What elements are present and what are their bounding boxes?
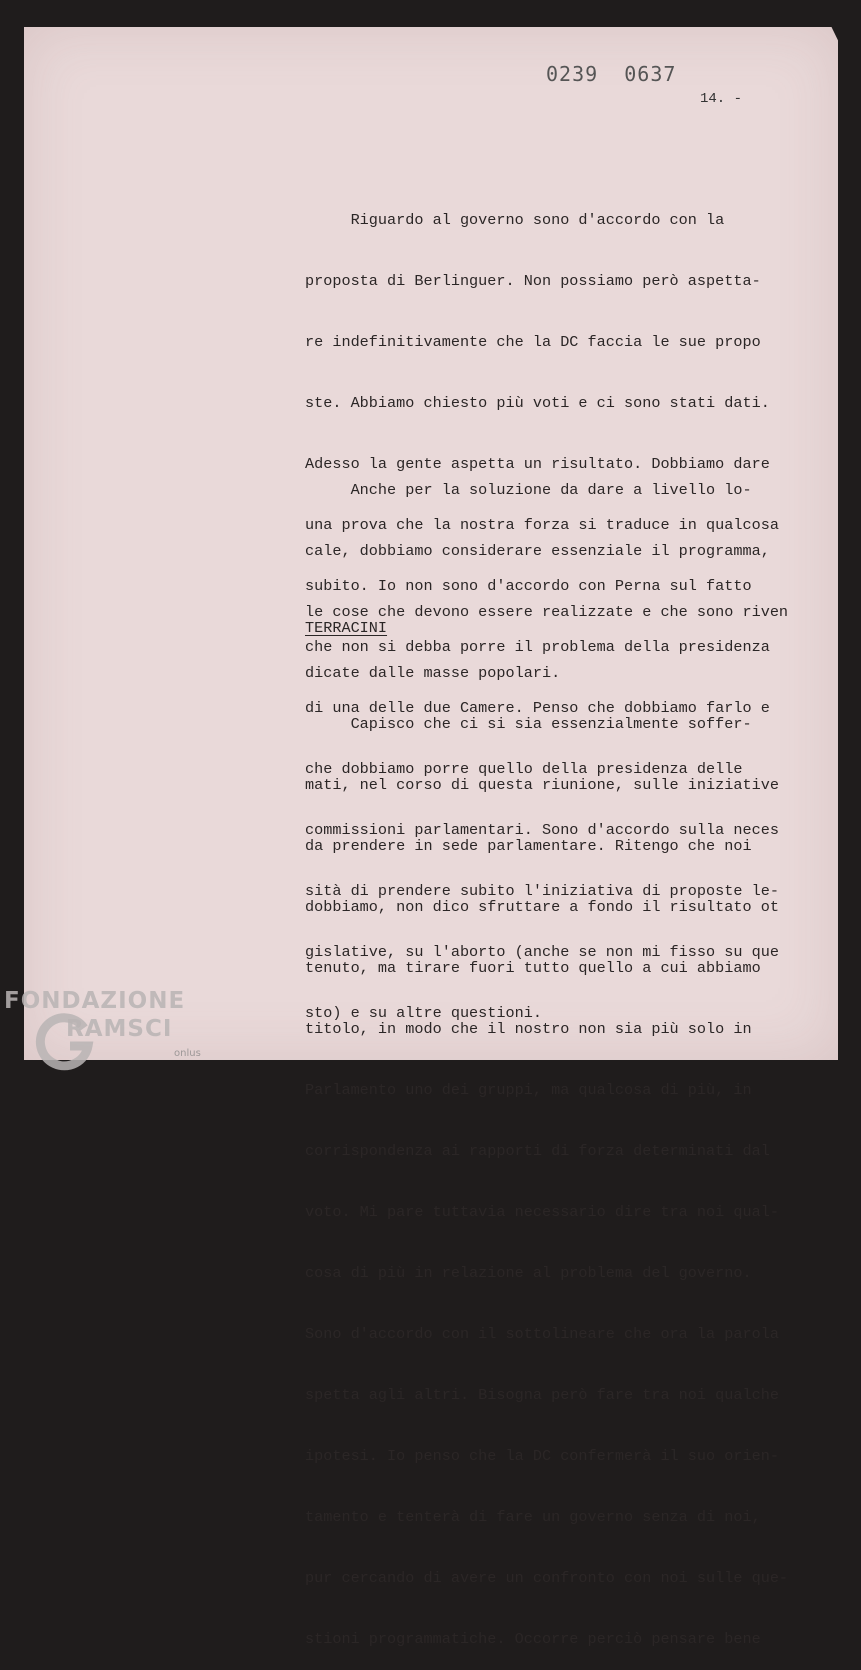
- text-line: Adesso la gente aspetta un risultato. Dobbiamo dare: [305, 454, 770, 473]
- watermark-line-2: RAMSCI: [66, 1016, 173, 1042]
- text-line: commissioni parlamentari. Sono d'accordo sulla neces: [305, 821, 779, 839]
- text-line: le cose che devono essere realizzate e che sono riven: [305, 602, 789, 621]
- text-line: corrispondenza ai rapporti di forza determinati dal: [305, 1141, 770, 1160]
- text-line: sità di prendere subito l'iniziativa di proposte le-: [305, 882, 779, 901]
- page-number: 14. -: [700, 91, 743, 107]
- text-line: ste. Abbiamo chiesto più voti e ci sono stati dati.: [305, 393, 770, 412]
- text-line: che dobbiamo porre quello della presidenza delle: [305, 759, 743, 778]
- watermark-subtitle: onlus: [174, 1048, 201, 1059]
- text-line: da prendere in sede parlamentare. Ritengo che noi: [305, 836, 752, 855]
- text-line: Capisco che ci si sia essenzialmente soffer-: [305, 714, 752, 733]
- text-line: subito. Io non sono d'accordo con Perna sul fatto: [305, 576, 752, 595]
- text-line: voto. Mi pare tuttavia necessario dire tra noi qual-: [305, 1202, 779, 1221]
- text-line: che non si debba porre il problema della presidenza: [305, 637, 770, 656]
- fondazione-gramsci-watermark: [4, 988, 224, 1080]
- text-line: re indefinitivamente che la DC faccia le sue propo: [305, 332, 761, 351]
- text-line: sto) e su altre questioni.: [305, 1004, 542, 1023]
- text-line: tamento e tenterà di fare un governo senza di noi,: [305, 1508, 761, 1527]
- text-line: pur cercando di avere un confronto con noi sulle que-: [305, 1569, 789, 1588]
- text-line: cosa di più in relazione al problema del governo.: [305, 1263, 752, 1282]
- text-line: spetta agli altri. Bisogna però fare tra noi qualche: [305, 1386, 779, 1405]
- text-line: stioni programmatiche. Occorre perciò pensare bene: [305, 1630, 761, 1649]
- text-line: di una delle due Camere. Penso che dobbiamo farlo e: [305, 698, 770, 717]
- text-line: Sono d'accordo con il sottolineare che ora la parola: [305, 1325, 779, 1343]
- text-line: Riguardo al governo sono d'accordo con la: [305, 210, 725, 229]
- text-line: cale, dobbiamo considerare essenziale il programma,: [305, 541, 770, 560]
- text-line: mati, nel corso di questa riunione, sulle iniziative: [305, 775, 779, 794]
- text-line: proposta di Berlinguer. Non possiamo però aspetta-: [305, 271, 761, 290]
- text-line: tenuto, ma tirare fuori tutto quello a cui abbiamo: [305, 958, 761, 977]
- text-line: dicate dalle masse popolari.: [305, 663, 561, 682]
- watermark-line-1: FONDAZIONE: [4, 988, 186, 1014]
- text-line: gislative, su l'aborto (anche se non mi fisso su que: [305, 943, 779, 962]
- text-line: dobbiamo, non dico sfruttare a fondo il risultato ot: [305, 897, 779, 916]
- speaker-heading: TERRACINI: [305, 619, 388, 637]
- text-line: ipotesi. Io penso che la DC confermerà il suo orien-: [305, 1447, 779, 1466]
- text-line: titolo, in modo che il nostro non sia più solo in: [305, 1019, 752, 1038]
- text-line: una prova che la nostra forza si traduce in qualcosa: [305, 515, 779, 534]
- archive-folio-number: 0239 0637: [546, 62, 677, 86]
- text-line: Parlamento uno dei gruppi, ma qualcosa di più, in: [305, 1080, 752, 1099]
- text-line: Anche per la soluzione da dare a livello lo-: [305, 480, 752, 499]
- paragraph-livello-locale: [305, 439, 788, 703]
- paragraph-terracini: [305, 673, 788, 1670]
